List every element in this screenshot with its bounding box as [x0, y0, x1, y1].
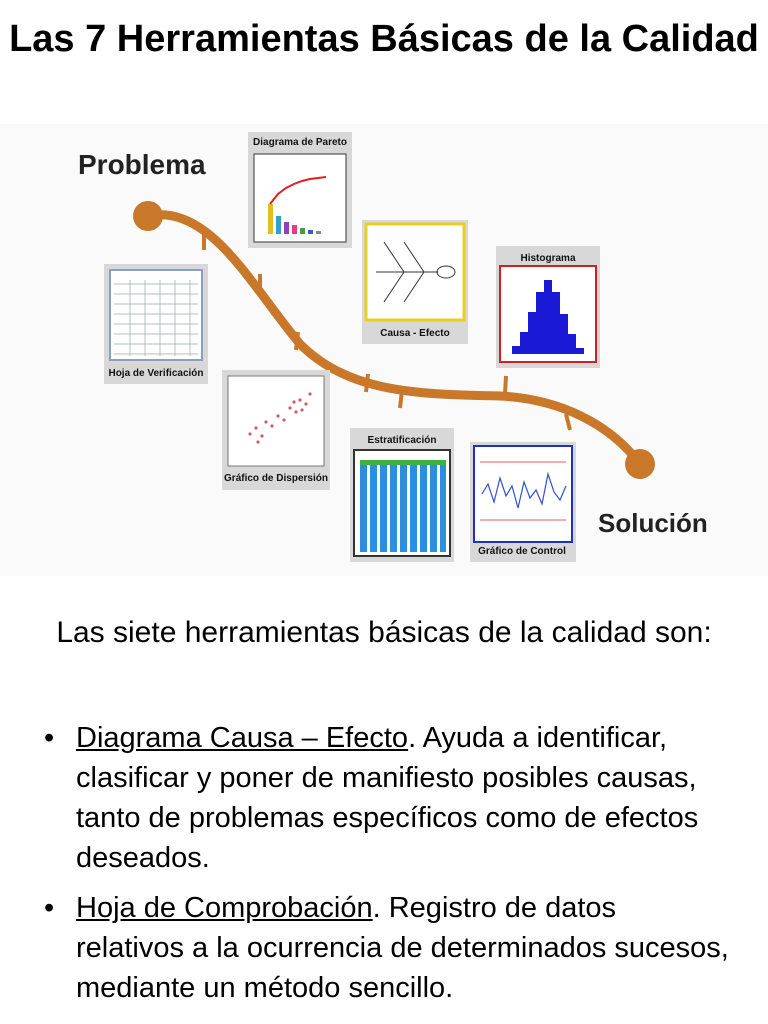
scatter-card: [222, 370, 330, 490]
bullet-text: . Registro de datos relativos a la ocurrencia de determinados sucesos, mediante un método sencillo.: [76, 892, 729, 1004]
histogram-card: [496, 246, 600, 368]
end-label: Solución: [598, 508, 708, 538]
stratification-bars: [360, 464, 446, 552]
control-label: Gráfico de Control: [478, 546, 566, 557]
bullet-dot-icon: •: [44, 892, 55, 924]
checksheet-card: [104, 264, 208, 384]
histogram-label: Histograma: [520, 253, 576, 264]
end-node: [625, 449, 655, 479]
bullet-text: . Ayuda a identificar, clasificar y poner de manifiesto posibles causas, tanto de problemas específicos como de efectos deseados.: [76, 722, 699, 874]
causeeffect-card: [362, 220, 468, 344]
slide-subtitle: Las siete herramientas básicas de la calidad son:: [56, 616, 712, 649]
pareto-label: Diagrama de Pareto: [253, 137, 347, 148]
bullet-dot-icon: •: [44, 722, 55, 754]
bullet-term: Diagrama Causa – Efecto: [76, 722, 409, 754]
bullet-term: Hoja de Comprobación: [76, 892, 373, 924]
bullet-item: [40, 888, 730, 1008]
stratification-label: Estratificación: [367, 435, 437, 446]
causeeffect-label: Causa - Efecto: [380, 328, 450, 339]
bullet-item: [40, 718, 730, 878]
tools-diagram: [0, 124, 768, 576]
slide-title: Las 7 Herramientas Básicas de la Calidad: [9, 18, 759, 60]
stratification-card: [350, 428, 454, 562]
pareto-card: [248, 132, 352, 248]
start-label: Problema: [78, 149, 206, 180]
start-node: [133, 201, 163, 231]
bullet-list: [40, 718, 730, 1018]
control-card: [470, 442, 576, 562]
tools-diagram-svg: [0, 124, 768, 576]
checksheet-label: Hoja de Verificación: [108, 368, 204, 379]
scatter-label: Gráfico de Dispersión: [224, 473, 328, 484]
